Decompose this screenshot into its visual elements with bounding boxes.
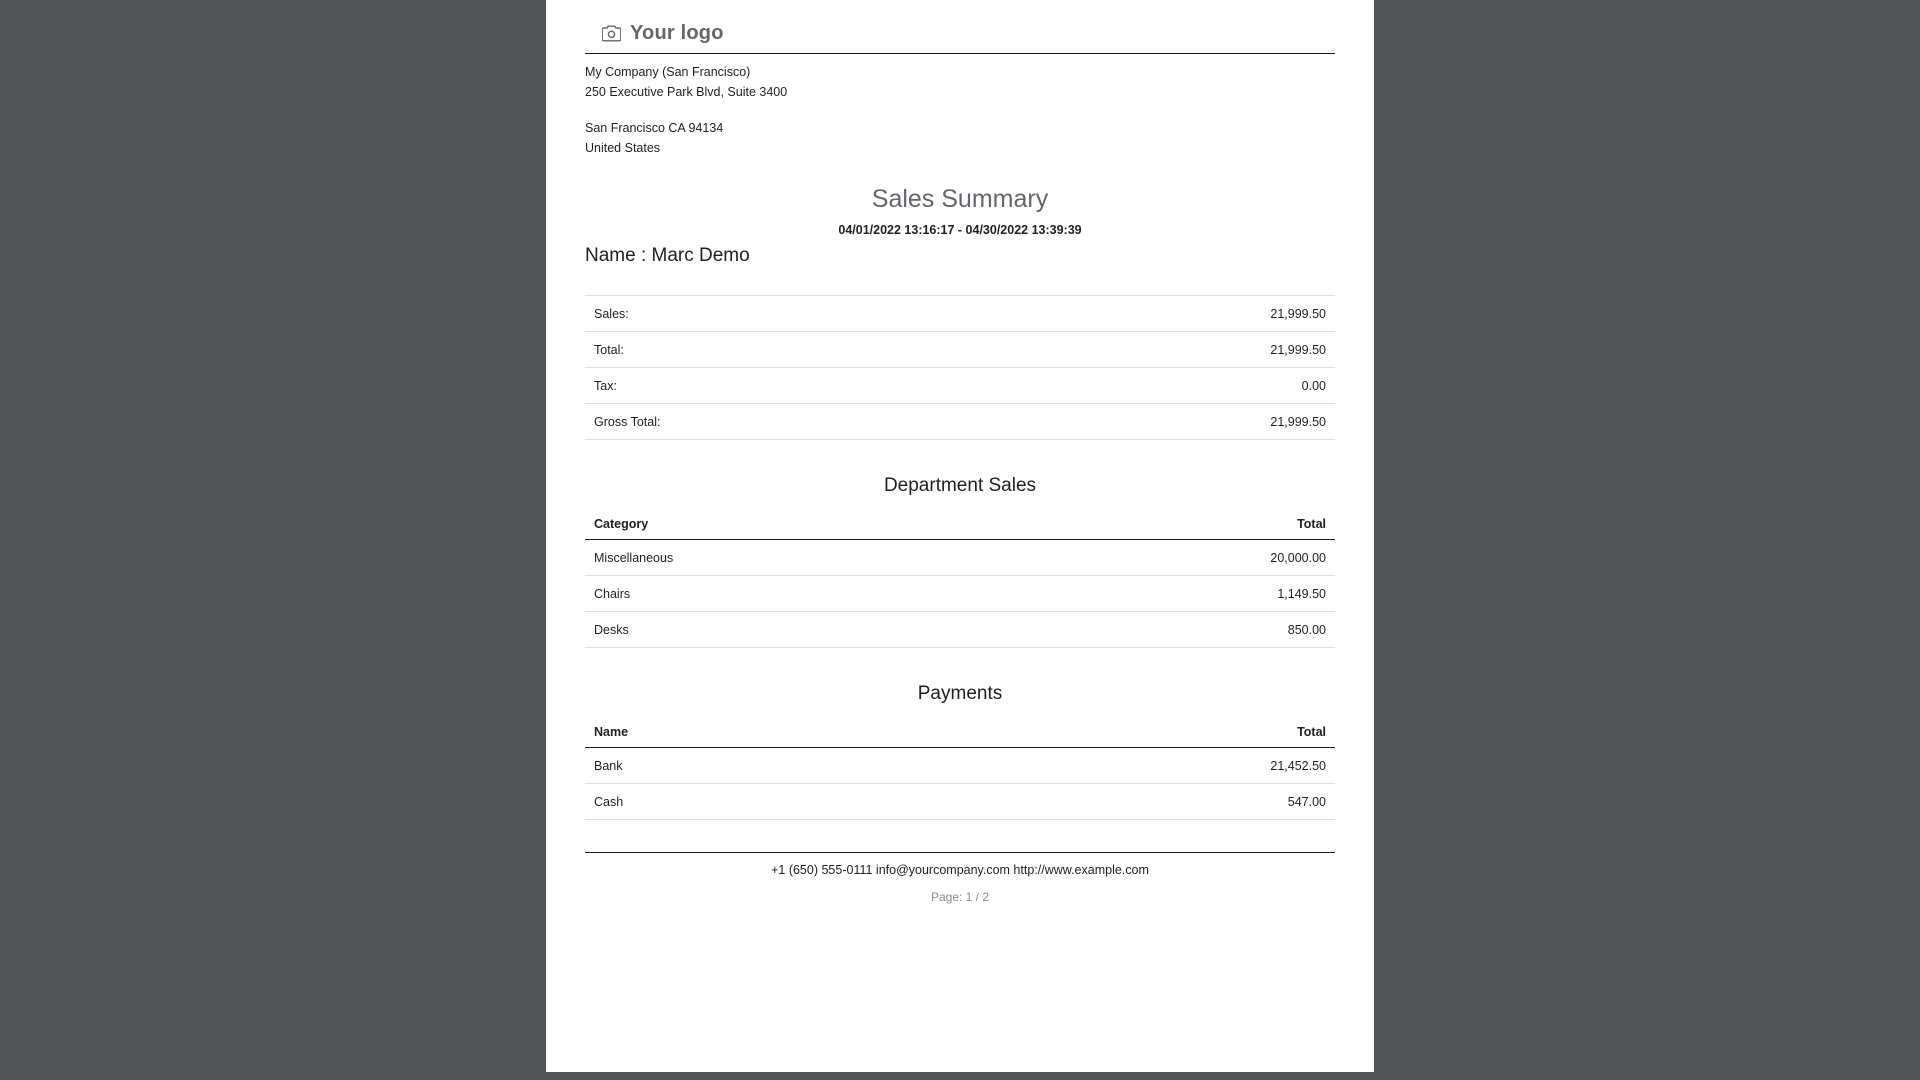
document-header-logo	[585, 0, 1335, 45]
summary-table	[585, 295, 1335, 440]
cell-total: 1,149.50	[998, 576, 1335, 612]
camera-icon	[602, 25, 621, 42]
table-row	[585, 748, 1335, 784]
summary-label: Gross Total:	[585, 404, 970, 440]
table-row	[585, 296, 1335, 332]
address-spacer	[585, 102, 1335, 119]
cell-total: 21,452.50	[870, 748, 1335, 784]
summary-label: Tax:	[585, 368, 970, 404]
summary-label: Sales:	[585, 296, 970, 332]
table-row	[585, 368, 1335, 404]
payments-table	[585, 719, 1335, 820]
table-header-row	[585, 511, 1335, 540]
cell-category: Chairs	[585, 576, 998, 612]
table-row	[585, 540, 1335, 576]
cell-total: 547.00	[870, 784, 1335, 820]
table-header-row	[585, 719, 1335, 748]
column-header-name: Name	[585, 719, 870, 748]
summary-amount: 21,999.50	[970, 404, 1335, 440]
summary-amount: 21,999.50	[970, 296, 1335, 332]
column-header-total: Total	[998, 511, 1335, 540]
table-row	[585, 784, 1335, 820]
cell-total: 20,000.00	[998, 540, 1335, 576]
company-street: 250 Executive Park Blvd, Suite 3400	[585, 84, 788, 99]
cell-category: Miscellaneous	[585, 540, 998, 576]
summary-amount: 0.00	[970, 368, 1335, 404]
company-city: San Francisco CA 94134	[585, 121, 724, 135]
table-row	[585, 332, 1335, 368]
table-row	[585, 612, 1335, 648]
cell-total: 850.00	[998, 612, 1335, 648]
footer-contact-line: +1 (650) 555-0111 info@yourcompany.com http://www.example.com	[771, 863, 1149, 877]
document-page	[546, 0, 1374, 1072]
company-country: United States	[585, 140, 661, 155]
department-sales-table	[585, 511, 1335, 648]
column-header-category: Category	[585, 511, 998, 540]
table-row	[585, 576, 1335, 612]
cell-category: Desks	[585, 612, 998, 648]
company-name: My Company (San Francisco)	[585, 65, 751, 79]
summary-amount: 21,999.50	[970, 332, 1335, 368]
page-title: Sales Summary	[871, 185, 1049, 213]
report-date-range: 04/01/2022 13:16:17 - 04/30/2022 13:39:39	[838, 223, 1082, 237]
logo-text: Your logo	[630, 22, 724, 44]
summary-label: Total:	[585, 332, 970, 368]
header-divider	[585, 53, 1335, 54]
table-row	[585, 404, 1335, 440]
section-title-department-sales: Department Sales	[883, 475, 1037, 496]
report-person-name: Name : Marc Demo	[585, 245, 750, 266]
page-number: Page: 1 / 2	[930, 890, 990, 904]
cell-name: Cash	[585, 784, 870, 820]
cell-name: Bank	[585, 748, 870, 784]
column-header-total: Total	[870, 719, 1335, 748]
document-body	[585, 0, 1335, 904]
section-title-payments: Payments	[917, 683, 1003, 704]
document-footer	[585, 852, 1335, 904]
company-address-block	[585, 63, 1335, 158]
